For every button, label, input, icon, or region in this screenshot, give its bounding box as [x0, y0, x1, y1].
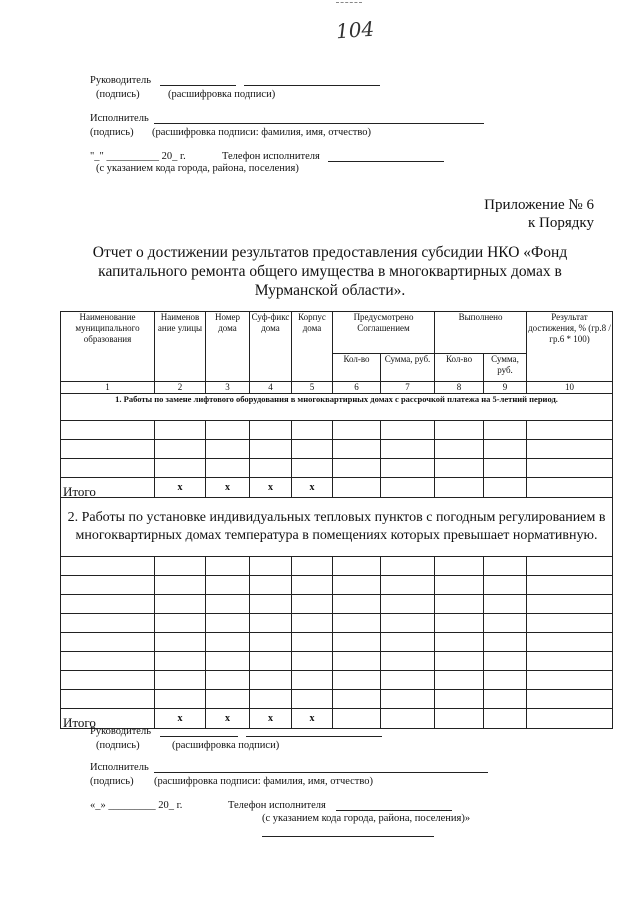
- cell: [484, 690, 527, 709]
- cell: [250, 576, 292, 595]
- cell: [527, 671, 613, 690]
- cell: [381, 652, 435, 671]
- exec-sub-decode: (расшифровка подписи: фамилия, имя, отчество): [152, 127, 372, 138]
- column-number-row: [61, 382, 613, 394]
- cell: [250, 421, 292, 440]
- cell: [484, 576, 527, 595]
- head-decode-line: [246, 736, 382, 737]
- cell: [61, 557, 155, 576]
- x-mark: x: [206, 709, 250, 729]
- top-mark: [336, 2, 362, 5]
- cell: [333, 440, 381, 459]
- cell: [527, 614, 613, 633]
- cell: [206, 576, 250, 595]
- cell: [435, 595, 484, 614]
- cell: [381, 459, 435, 478]
- report-table: [60, 311, 613, 729]
- cell: [333, 690, 381, 709]
- cell: [292, 633, 333, 652]
- section2-title: 2. Работы по установке индивидуальных тепловых пунктов с погодным регулированием в многоквартирных домах температура в помещениях которых превышает нормативную.: [61, 498, 613, 557]
- cell: [155, 690, 206, 709]
- x-mark: x: [155, 478, 206, 498]
- header-suffix: Суф-фикс дома: [250, 312, 292, 382]
- cell: [61, 459, 155, 478]
- cell: [381, 576, 435, 595]
- x-mark: x: [250, 478, 292, 498]
- exec-line: [154, 123, 484, 124]
- cell: [292, 690, 333, 709]
- cell: [155, 671, 206, 690]
- head-sub-sign: (подпись): [96, 89, 140, 100]
- head-label: Руководитель: [90, 75, 151, 86]
- cell: [292, 614, 333, 633]
- cell: [527, 595, 613, 614]
- table-row: [61, 576, 613, 595]
- head-label: Руководитель: [90, 726, 151, 737]
- cell: [381, 633, 435, 652]
- cell: [333, 421, 381, 440]
- table-row: [61, 652, 613, 671]
- header-result: Результат достижения, % (гр.8 / гр.6 * 100): [527, 312, 613, 382]
- table-row: [61, 633, 613, 652]
- cell: [206, 671, 250, 690]
- exec-line: [154, 772, 488, 773]
- x-mark: x: [292, 478, 333, 498]
- cell: [61, 690, 155, 709]
- cell: [435, 440, 484, 459]
- cell: [250, 671, 292, 690]
- cell: [61, 633, 155, 652]
- cell: [435, 459, 484, 478]
- header-municipality: Наименование муниципального образования: [61, 312, 155, 382]
- cell: [250, 459, 292, 478]
- cell: [435, 557, 484, 576]
- cell: [381, 671, 435, 690]
- cell: [435, 421, 484, 440]
- head-decode-line: [244, 85, 380, 86]
- table-row: [61, 671, 613, 690]
- column-number: 2: [155, 382, 206, 394]
- cell: [206, 652, 250, 671]
- table-row: [61, 595, 613, 614]
- cell: [206, 595, 250, 614]
- cell: [292, 595, 333, 614]
- cell: [333, 576, 381, 595]
- cell: [527, 440, 613, 459]
- cell: [292, 440, 333, 459]
- phone-line: [336, 810, 452, 811]
- column-number: 3: [206, 382, 250, 394]
- cell: [435, 614, 484, 633]
- table-row: [61, 459, 613, 478]
- cell: [484, 421, 527, 440]
- header-completed-sum: Сумма, руб.: [484, 354, 527, 382]
- cell: [435, 690, 484, 709]
- cell: [250, 595, 292, 614]
- cell: [435, 633, 484, 652]
- table-row: [61, 440, 613, 459]
- cell: [484, 557, 527, 576]
- cell: [206, 633, 250, 652]
- cell: [484, 652, 527, 671]
- cell: [250, 633, 292, 652]
- cell: [484, 614, 527, 633]
- phone-line: [328, 161, 444, 162]
- cell: [250, 690, 292, 709]
- cell: [527, 690, 613, 709]
- phone-note: (с указанием кода города, района, поселения): [96, 163, 299, 174]
- cell: [381, 690, 435, 709]
- phone-label: Телефон исполнителя: [228, 800, 326, 811]
- cell: [484, 633, 527, 652]
- cell: [333, 671, 381, 690]
- cell: [484, 671, 527, 690]
- table-row: [61, 690, 613, 709]
- column-number: 8: [435, 382, 484, 394]
- cell: [333, 595, 381, 614]
- cell: [292, 557, 333, 576]
- cell: [206, 557, 250, 576]
- appendix-line1: Приложение № 6: [484, 197, 594, 213]
- cell: [155, 421, 206, 440]
- head-sub-decode: (расшифровка подписи): [172, 740, 280, 751]
- cell: [155, 633, 206, 652]
- cell: [381, 595, 435, 614]
- cell: [381, 709, 435, 729]
- cell: [527, 576, 613, 595]
- header-street: Наименов ание улицы: [155, 312, 206, 382]
- document-title: Отчет о достижении результатов предоставления субсидии НКО «Фонд капитального ремонта общего имущества в многоквартирных домах в Мурманской области».: [92, 244, 568, 299]
- cell: [155, 595, 206, 614]
- column-number: 4: [250, 382, 292, 394]
- cell: [155, 440, 206, 459]
- column-number: 7: [381, 382, 435, 394]
- cell: [61, 652, 155, 671]
- cell: [292, 459, 333, 478]
- closing-line: [262, 836, 434, 837]
- cell: [381, 557, 435, 576]
- header-planned: Предусмотрено Соглашением: [333, 312, 435, 354]
- head-sign-line: [160, 85, 236, 86]
- page-number: 104: [335, 16, 375, 44]
- column-number: 6: [333, 382, 381, 394]
- cell: [292, 576, 333, 595]
- column-number: 5: [292, 382, 333, 394]
- x-mark: x: [155, 709, 206, 729]
- cell: [381, 614, 435, 633]
- cell: [250, 440, 292, 459]
- x-mark: x: [250, 709, 292, 729]
- total-label: Итого: [61, 478, 155, 498]
- cell: [292, 421, 333, 440]
- cell: [155, 614, 206, 633]
- exec-sub-sign: (подпись): [90, 776, 134, 787]
- cell: [527, 709, 613, 729]
- x-mark: x: [292, 709, 333, 729]
- cell: [527, 633, 613, 652]
- cell: [435, 478, 484, 498]
- cell: [155, 459, 206, 478]
- header-completed-qty: Кол-во: [435, 354, 484, 382]
- cell: [155, 557, 206, 576]
- cell: [484, 709, 527, 729]
- cell: [527, 652, 613, 671]
- total-label: Итого: [61, 709, 155, 729]
- cell: [61, 671, 155, 690]
- table-row: [61, 557, 613, 576]
- cell: [381, 478, 435, 498]
- table-row: [61, 421, 613, 440]
- cell: [206, 459, 250, 478]
- phone-note: (с указанием кода города, района, поселения)»: [262, 813, 471, 824]
- cell: [435, 709, 484, 729]
- appendix-line2: к Порядку: [528, 215, 594, 231]
- header-planned-sum: Сумма, руб.: [381, 354, 435, 382]
- table-row: [61, 614, 613, 633]
- cell: [292, 652, 333, 671]
- cell: [435, 652, 484, 671]
- cell: [206, 690, 250, 709]
- head-sub-sign: (подпись): [96, 740, 140, 751]
- exec-label: Исполнитель: [90, 113, 149, 124]
- cell: [484, 478, 527, 498]
- column-number: 1: [61, 382, 155, 394]
- cell: [206, 421, 250, 440]
- cell: [333, 557, 381, 576]
- cell: [61, 576, 155, 595]
- cell: [292, 671, 333, 690]
- cell: [333, 478, 381, 498]
- exec-sub-sign: (подпись): [90, 127, 134, 138]
- cell: [61, 421, 155, 440]
- date-field: «_» _________ 20_ г.: [90, 800, 183, 811]
- date-field: "_" __________ 20_ г.: [90, 151, 186, 162]
- cell: [61, 614, 155, 633]
- cell: [333, 652, 381, 671]
- cell: [527, 421, 613, 440]
- section1-title: 1. Работы по замене лифтового оборудования в многоквартирных домах с рассрочкой платежа на 5-летний период.: [61, 394, 613, 421]
- cell: [333, 459, 381, 478]
- cell: [381, 421, 435, 440]
- cell: [333, 614, 381, 633]
- column-number: 10: [527, 382, 613, 394]
- head-sign-line: [160, 736, 238, 737]
- cell: [206, 440, 250, 459]
- exec-sub-decode: (расшифровка подписи: фамилия, имя, отчество): [154, 776, 374, 787]
- cell: [435, 671, 484, 690]
- header-completed: Выполнено: [435, 312, 527, 354]
- cell: [250, 557, 292, 576]
- head-sub-decode: (расшифровка подписи): [168, 89, 276, 100]
- cell: [381, 440, 435, 459]
- header-house-number: Номер дома: [206, 312, 250, 382]
- cell: [250, 614, 292, 633]
- cell: [155, 652, 206, 671]
- cell: [527, 557, 613, 576]
- cell: [484, 595, 527, 614]
- phone-label: Телефон исполнителя: [222, 151, 320, 162]
- cell: [527, 478, 613, 498]
- exec-label: Исполнитель: [90, 762, 149, 773]
- header-planned-qty: Кол-во: [333, 354, 381, 382]
- cell: [484, 440, 527, 459]
- cell: [61, 440, 155, 459]
- x-mark: x: [206, 478, 250, 498]
- cell: [206, 614, 250, 633]
- cell: [250, 652, 292, 671]
- cell: [61, 595, 155, 614]
- cell: [435, 576, 484, 595]
- total-row-1: [61, 478, 613, 498]
- cell: [333, 709, 381, 729]
- cell: [155, 576, 206, 595]
- header-building: Корпус дома: [292, 312, 333, 382]
- cell: [484, 459, 527, 478]
- cell: [527, 459, 613, 478]
- cell: [333, 633, 381, 652]
- column-number: 9: [484, 382, 527, 394]
